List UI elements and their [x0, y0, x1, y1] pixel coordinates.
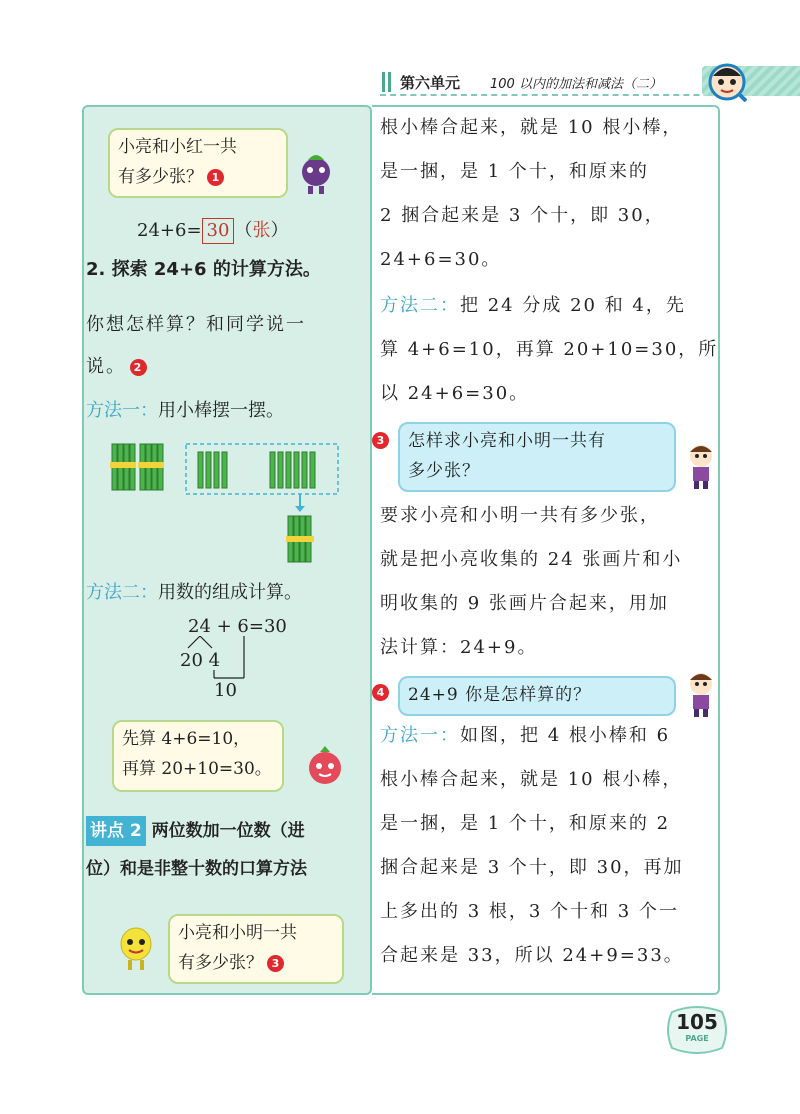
equation-prefix: 24+6=	[137, 220, 202, 241]
decomp-parts: 20 4	[180, 650, 221, 671]
q3-line1: 怎样求小亮和小明一共有	[408, 431, 606, 451]
right-line-a2: 是一捆，是 1 个十，和原来的	[380, 161, 649, 182]
speech-bubble-1	[108, 128, 288, 198]
method-2-text: 用数的组成计算。	[158, 582, 302, 603]
badge-2: 2	[130, 359, 147, 376]
right-line-b4: 法计算：24+9。	[380, 637, 538, 658]
mascot-magnifier-icon	[707, 62, 747, 102]
lemon-mascot-icon	[114, 920, 158, 972]
pomegranate-mascot-icon	[302, 746, 348, 788]
decomp-sum: 10	[214, 680, 237, 701]
equation-answer: 30	[202, 218, 235, 244]
keypoint-line-1	[86, 816, 305, 846]
right-line-a1: 根小棒合起来，就是 10 根小棒，	[380, 117, 683, 138]
bubble1-line2: 有多少张？	[118, 167, 203, 187]
right-line-a4: 24+6=30。	[380, 249, 502, 270]
boy-mascot-icon-2	[684, 670, 718, 718]
right-method2-line2: 算 4+6=10，再算 20+10=30，所	[380, 339, 719, 360]
page-number: 105	[676, 1010, 718, 1034]
unit-subtitle: 100 以内的加法和减法（二）	[490, 77, 662, 92]
right-line-b3: 明收集的 9 张画片合起来，用加	[380, 593, 669, 614]
header-marks	[382, 72, 392, 92]
right-line-b1: 要求小亮和小明一共有多少张，	[380, 505, 660, 526]
bubble3-line1: 小亮和小明一共	[178, 923, 297, 943]
method-2-row	[86, 578, 302, 608]
method-2-label: 方法二：	[86, 582, 158, 603]
boy-mascot-icon	[684, 442, 718, 490]
sticks-illustration	[106, 440, 346, 570]
equation-unit-close: ）	[270, 220, 289, 241]
speech-bubble-3	[168, 914, 344, 984]
right-method1-line1: 方法一：如图，把 4 根小棒和 6	[380, 725, 671, 746]
decomp-expression: 24 + 6=30	[188, 616, 287, 637]
right-method2-label: 方法二：	[380, 295, 460, 316]
right-method1-line2: 根小棒合起来，就是 10 根小棒，	[380, 769, 683, 790]
ask-line-1: 你想怎样算？和同学说一	[86, 314, 306, 335]
right-method2-line1: 方法二：把 24 分成 20 和 4，先	[380, 295, 686, 316]
equation-unit-open: （	[234, 220, 253, 241]
bubble1-line1: 小亮和小红一共	[118, 137, 237, 157]
ask-line-2: 说。 2	[86, 352, 147, 382]
equation-24-6	[137, 216, 288, 246]
keypoint-title-1: 两位数加一位数（进	[151, 821, 305, 841]
right-method2-line3: 以 24+6=30。	[380, 383, 530, 404]
speech-bubble-2	[112, 720, 284, 792]
method-1-label: 方法一：	[86, 400, 158, 421]
right-line-a3: 2 捆合起来是 3 个十，即 30，	[380, 205, 665, 226]
method-1-text: 用小棒摆一摆。	[158, 400, 284, 421]
badge-3-left: 3	[267, 955, 284, 972]
right-method1-label: 方法一：	[380, 725, 460, 746]
method-1-row	[86, 396, 284, 426]
badge-3-right: 3	[372, 432, 389, 449]
section-2-title: 2. 探索 24+6 的计算方法。	[86, 259, 321, 280]
page-number-badge	[664, 1006, 730, 1054]
badge-4: 4	[372, 684, 389, 701]
right-method1-line4: 捆合起来是 3 个十，即 30，再加	[380, 857, 684, 878]
keypoint-title-2: 位）和是非整十数的口算方法	[86, 859, 307, 879]
bubble2-line1: 先算 4+6=10，	[122, 729, 251, 749]
right-method1-line3: 是一捆，是 1 个十，和原来的 2	[380, 813, 671, 834]
page-header	[380, 66, 800, 100]
q3-line2: 多少张？	[408, 461, 480, 481]
bubble3-line2: 有多少张？	[178, 953, 263, 973]
right-method1-line6: 合起来是 33，所以 24+9=33。	[380, 945, 684, 966]
equation-unit: 张	[252, 220, 271, 241]
unit-title: 第六单元	[400, 74, 461, 92]
bubble2-line2: 再算 20+10=30。	[122, 759, 272, 779]
right-line-b2: 就是把小亮收集的 24 张画片和小	[380, 549, 683, 570]
page-label: PAGE	[685, 1034, 709, 1043]
question-4-bubble	[398, 676, 676, 716]
keypoint-label: 讲点 2	[86, 816, 146, 846]
question-3-bubble	[398, 422, 676, 492]
right-method1-line5: 上多出的 3 根，3 个十和 3 个一	[380, 901, 679, 922]
badge-1: 1	[207, 169, 224, 186]
grape-mascot-icon	[296, 148, 336, 196]
q4-text: 24+9 你是怎样算的？	[408, 685, 592, 705]
